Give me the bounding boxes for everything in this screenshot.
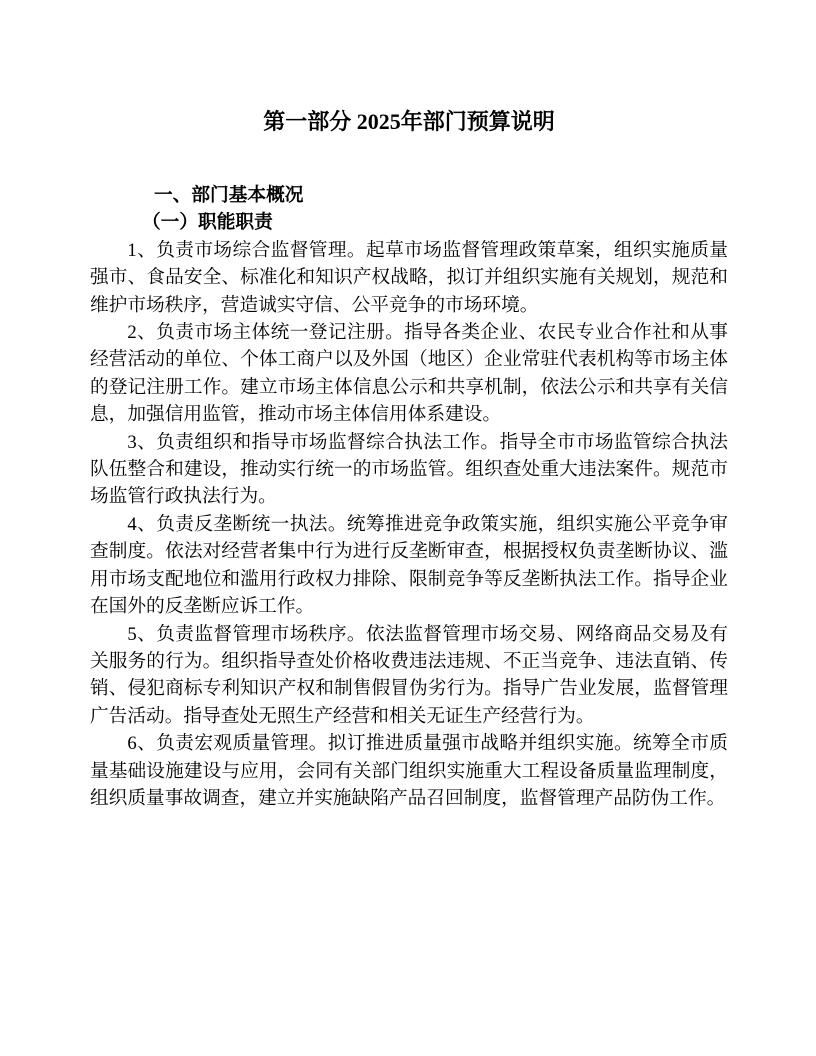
subsection-heading: （一）职能职责: [142, 212, 273, 234]
duty-paragraph-4: 4、负责反垄断统一执法。统筹推进竞争政策实施，组织实施公平竞争审查制度。依法对经营者集中行为进行反垄断审查，根据授权负责垄断协议、滥用市场支配地位和滥用行政权力排除、限制竞争等反垄断执法工作。指导企业在国外的反垄断应诉工作。: [90, 513, 728, 618]
duty-paragraph-5: 5、负责监督管理市场秩序。依法监督管理市场交易、网络商品交易及有关服务的行为。组织指导查处价格收费违法违规、不正当竞争、违法直销、传销、侵犯商标专利知识产权和制售假冒伪劣行为。指导广告业发展，监督管理广告活动。指导查处无照生产经营和相关无证生产经营行为。: [90, 623, 728, 727]
document-title: 第一部分 2025年部门预算说明: [263, 109, 555, 134]
document-body: [90, 182, 728, 812]
section-heading: 一、部门基本概况: [154, 185, 304, 206]
duty-paragraph-2: 2、负责市场主体统一登记注册。指导各类企业、农民专业合作社和从事经营活动的单位、个体工商户以及外国（地区）企业常驻代表机构等市场主体的登记注册工作。建立市场主体信息公示和共享机制，依法公示和共享有关信息，加强信用监管，推动市场主体信用体系建设。: [90, 322, 728, 426]
duty-paragraph-1: 1、负责市场综合监督管理。起草市场监督管理政策草案，组织实施质量强市、食品安全、标准化和知识产权战略，拟订并组织实施有关规划，规范和维护市场秩序，营造诚实守信、公平竞争的市场环境。: [90, 239, 728, 316]
duty-paragraph-3: 3、负责组织和指导市场监督综合执法工作。指导全市市场监管综合执法队伍整合和建设，推动实行统一的市场监管。组织查处重大违法案件。规范市场监管行政执法行为。: [90, 431, 728, 508]
duty-paragraph-6: 6、负责宏观质量管理。拟订推进质量强市战略并组织实施。统筹全市质量基础设施建设与应用，会同有关部门组织实施重大工程设备质量监理制度，组织质量事故调查，建立并实施缺陷产品召回制度，监督管理产品防伪工作。: [90, 733, 728, 809]
